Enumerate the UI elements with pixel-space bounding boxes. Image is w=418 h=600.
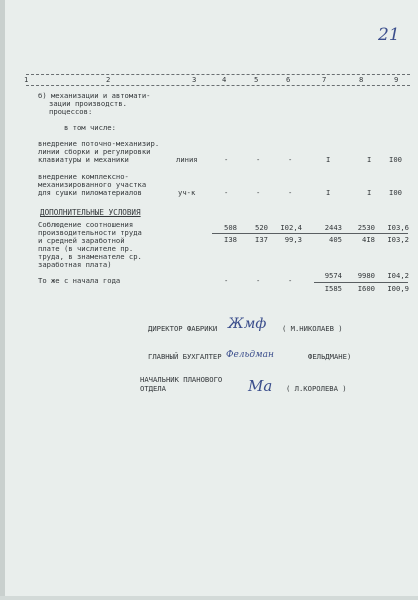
ratio-bottom-4: I38: [224, 235, 237, 244]
ratio-label-line-2: производительности труда: [38, 228, 142, 237]
ratio-label-line-1: Соблюдение соотношения: [38, 220, 134, 229]
ytd-top-8: 9980: [357, 271, 375, 280]
ratio-bottom-5: I37: [255, 235, 268, 244]
section-b-title-line-2: зации производств.: [49, 99, 127, 108]
row1-value-5: -: [256, 155, 261, 164]
column-number-4: 4: [222, 75, 227, 84]
ratio-label-line-5: труда, в знаменателе ср.: [38, 252, 142, 261]
ratio-top-7: 2443: [324, 223, 342, 232]
ratio-top-4: 508: [224, 223, 237, 232]
row2-value-4: -: [224, 188, 229, 197]
row1-value-8: I: [367, 155, 372, 164]
page-number: 21: [378, 25, 400, 45]
row1-label-line-3: клавиатуры и механики: [38, 155, 129, 164]
planning-head-title-line-2: ОТДЕЛА: [140, 384, 166, 393]
ratio-top-8: 2530: [357, 223, 375, 232]
planning-head-name: ( Л.КОРОЛЕВА ): [286, 384, 347, 393]
ratio-top-9: I03,6: [387, 223, 409, 232]
row1-value-7: I: [326, 155, 331, 164]
section-b-title-line-3: процессов:: [49, 107, 93, 116]
chief-accountant-title: ГЛАВНЫЙ БУХГАЛТЕР: [148, 352, 222, 361]
ytd-bottom-8: I600: [357, 284, 375, 293]
director-title: ДИРЕКТОР ФАБРИКИ: [148, 324, 218, 333]
row1-value-9: I00: [389, 155, 402, 164]
in-that-number-label: в том числе:: [64, 123, 116, 132]
ratio-fraction-line: [212, 233, 408, 234]
row2-value-5: -: [256, 188, 261, 197]
ratio-top-6: I02,4: [280, 223, 302, 232]
row1-label-line-2: линии сборки и регулировки: [38, 147, 151, 156]
ytd-fraction-line: [314, 282, 408, 283]
row2-label-line-2: механизированного участка: [38, 180, 147, 189]
column-number-5: 5: [254, 75, 259, 84]
ratio-bottom-8: 4I8: [362, 235, 375, 244]
column-number-6: 6: [286, 75, 291, 84]
row2-value-8: I: [367, 188, 372, 197]
ratio-label-line-6: заработная плата): [38, 260, 112, 269]
ytd-value-6: -: [288, 276, 293, 285]
column-number-1: 1: [24, 75, 29, 84]
row2-value-7: I: [326, 188, 331, 197]
header-rule-bottom: [26, 85, 410, 86]
column-number-8: 8: [359, 75, 364, 84]
row2-label-line-3: для сушки пиломатериалов: [38, 188, 142, 197]
director-signature: Жмф: [228, 316, 267, 332]
column-number-3: 3: [192, 75, 197, 84]
chief-accountant-signature: Фельдман: [226, 350, 274, 360]
header-rule-top: [26, 74, 410, 75]
row2-label-line-1: внедрение комплексно-: [38, 172, 129, 181]
ytd-top-7: 9574: [324, 271, 342, 280]
row1-value-4: -: [224, 155, 229, 164]
ratio-bottom-9: I03,2: [387, 235, 409, 244]
section-b-title-line-1: б) механизации и автомати-: [38, 91, 151, 100]
ytd-bottom-7: I585: [324, 284, 342, 293]
planning-head-title-line-1: НАЧАЛЬНИК ПЛАНОВОГО: [140, 375, 223, 384]
left-edge-shadow: [0, 0, 5, 600]
ratio-bottom-7: 405: [329, 235, 342, 244]
row2-value-6: -: [288, 188, 293, 197]
ytd-value-5: -: [256, 276, 261, 285]
planning-head-signature: Ма: [248, 377, 273, 395]
row1-unit: линия: [176, 155, 198, 164]
column-number-2: 2: [106, 75, 111, 84]
row2-value-9: I00: [389, 188, 402, 197]
bottom-edge-strip: [0, 596, 418, 600]
additional-conditions-title: ДОПОЛНИТЕЛЬНЫЕ УСЛОВИЯ: [40, 208, 141, 217]
ratio-label-line-3: и средней заработной: [38, 236, 125, 245]
ytd-label: То же с начала года: [38, 276, 121, 285]
row1-value-6: -: [288, 155, 293, 164]
chief-accountant-name: ФЕЛЬДМАНЕ): [308, 352, 352, 361]
ytd-bottom-9: I00,9: [387, 284, 409, 293]
column-number-7: 7: [322, 75, 327, 84]
ratio-top-5: 520: [255, 223, 268, 232]
director-name: ( М.НИКОЛАЕВ ): [282, 324, 343, 333]
ytd-top-9: I04,2: [387, 271, 409, 280]
ratio-bottom-6: 99,3: [284, 235, 302, 244]
row1-label-line-1: внедрение поточно-механизир.: [38, 139, 160, 148]
column-number-9: 9: [394, 75, 399, 84]
row2-unit: уч-к: [178, 188, 196, 197]
ratio-label-line-4: плате (в числителе пр.: [38, 244, 134, 253]
ytd-value-4: -: [224, 276, 229, 285]
